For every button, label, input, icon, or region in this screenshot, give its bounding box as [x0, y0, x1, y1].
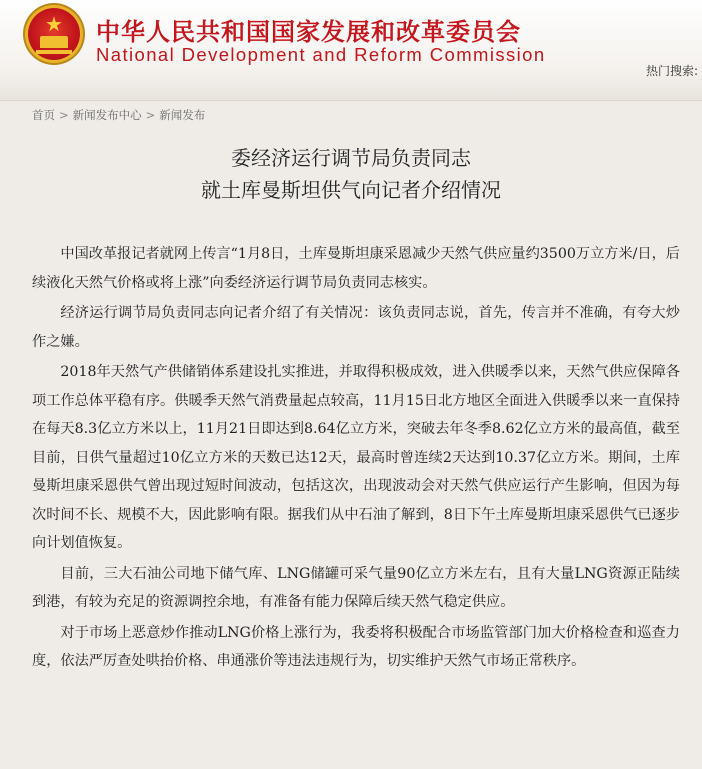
breadcrumb — [32, 107, 205, 123]
article-paragraph: 中国改革报记者就网上传言“1月8日，土库曼斯坦康采恩减少天然气供应量约3500万立方米/日，后续液化天然气价格或将上涨”向委经济运行调节局负责同志核实。 — [32, 246, 680, 291]
site-header — [0, 0, 702, 101]
article-title-line1: 委经济运行调节局负责同志 — [231, 146, 471, 170]
breadcrumb-news-release-link[interactable]: 新闻发布 — [159, 108, 206, 122]
breadcrumb-separator: > — [145, 108, 156, 122]
site-title-cn[interactable]: 中华人民共和国国家发展和改革委员会 — [96, 18, 521, 46]
article-title-line2: 就土库曼斯坦供气向记者介绍情况 — [201, 178, 501, 202]
breadcrumb-home-link[interactable]: 首页 — [32, 108, 55, 122]
article-paragraph: 对于市场上恶意炒作推动LNG价格上涨行为，我委将积极配合市场监管部门加大价格检查和巡查力度，依法严厉查处哄抬价格、串通涨价等违法违规行为，切实维护天然气市场正常秩序。 — [32, 624, 680, 669]
breadcrumb-news-center-link[interactable]: 新闻发布中心 — [72, 108, 142, 122]
article-paragraph: 2018年天然气产供储销体系建设扎实推进，并取得积极成效，进入供暖季以来，天然气供应保障各项工作总体平稳有序。供暖季天然气消费量起点较高，11月15日北方地区全面进入供暖季以来一直保持在每天8.3亿立方米以上，11月21日即达到8.64亿立方米，突破去年冬季8.62亿立方米的最高值，截至目前，日供气量超过10亿立方米的天数已达12天，最高时曾连续2天达到10.37亿立方米。期间，土库曼斯坦康采恩供气曾出现过短时间波动，包括这次，出现波动会对天然气供应运行产生影响，但因为每次时间不长、规模不大，因此影响有限。据我们从中石油了解到，8日下午土库曼斯坦康采恩供气已逐步向计划值恢复。 — [32, 364, 680, 551]
breadcrumb-separator: > — [59, 108, 69, 122]
site-title-en[interactable]: National Development and Reform Commission — [96, 44, 546, 65]
national-emblem-icon[interactable]: ★ — [28, 8, 80, 60]
article-paragraph: 经济运行调节局负责同志向记者介绍了有关情况：该负责同志说，首先，传言并不准确，有夸大炒作之嫌。 — [32, 305, 680, 350]
article-title — [0, 142, 702, 206]
article-body — [32, 240, 680, 678]
hot-search-label: 热门搜索: — [645, 64, 698, 78]
article-paragraph: 目前，三大石油公司地下储气库、LNG储罐可采气量90亿立方米左右，且有大量LNG资源正陆续到港，有较为充足的资源调控余地，有准备有能力保障后续天然气稳定供应。 — [32, 565, 680, 610]
